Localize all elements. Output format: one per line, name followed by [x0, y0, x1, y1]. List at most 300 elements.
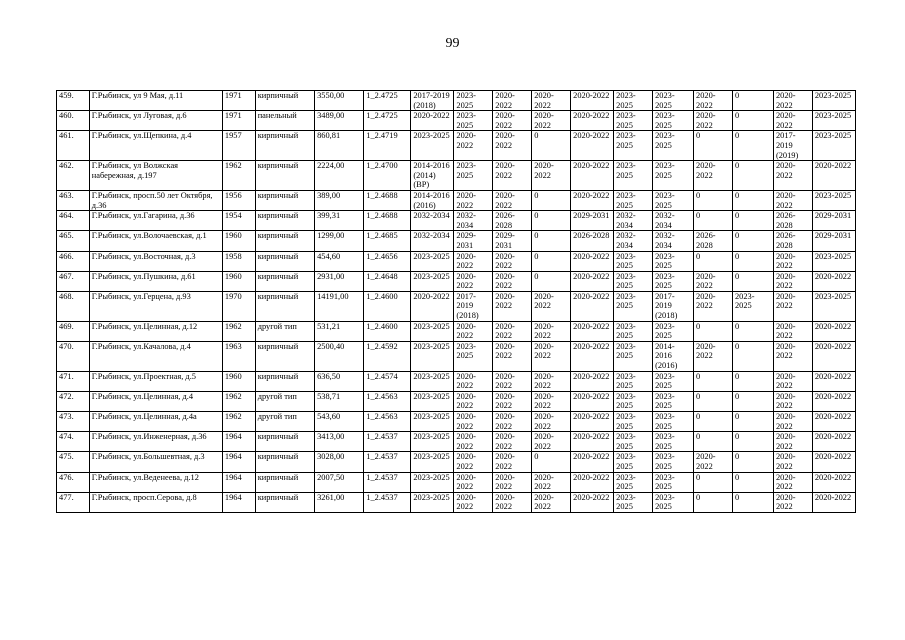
cell-period-6: 2023-2025 [614, 190, 653, 210]
cell-period-2: 2029-2031 [454, 231, 493, 251]
cell-period-7: 2023-2025 [653, 251, 694, 271]
cell-period-4: 0 [532, 190, 571, 210]
cell-period-4: 2020-2022 [532, 432, 571, 452]
cell-address: Г.Рыбинск, ул.Целинная, д.4 [89, 391, 222, 411]
cell-wall-material: другой тип [255, 321, 314, 341]
cell-period-7: 2023-2025 [653, 452, 694, 472]
cell-address: Г.Рыбинск, ул.Качалова, д.4 [89, 341, 222, 371]
cell-period-8: 2020-2022 [694, 291, 733, 321]
cell-period-9: 0 [732, 131, 773, 161]
cell-period-8: 2020-2022 [694, 452, 733, 472]
cell-period-4: 2020-2022 [532, 341, 571, 371]
cell-period-11: 2023-2025 [812, 251, 855, 271]
cell-period-9: 0 [732, 251, 773, 271]
table-row [57, 412, 856, 432]
cell-period-9: 0 [732, 91, 773, 111]
cell-period-2: 2023-2025 [454, 91, 493, 111]
cell-period-4: 2020-2022 [532, 472, 571, 492]
cell-period-11: 2020-2022 [812, 492, 855, 512]
cell-row-number: 477. [57, 492, 90, 512]
cell-code: 1_2.4719 [364, 131, 411, 161]
cell-area: 860,81 [315, 131, 364, 161]
cell-code: 1_2.4537 [364, 452, 411, 472]
cell-period-2: 2020-2022 [454, 412, 493, 432]
cell-area: 3413,00 [315, 432, 364, 452]
table-row [57, 391, 856, 411]
cell-period-6: 2023-2025 [614, 341, 653, 371]
cell-period-11: 2020-2022 [812, 161, 855, 191]
cell-period-2: 2020-2022 [454, 271, 493, 291]
cell-code: 1_2.4648 [364, 271, 411, 291]
cell-period-1: 2020-2022 [411, 291, 454, 321]
cell-period-11: 2020-2022 [812, 271, 855, 291]
cell-period-9: 0 [732, 211, 773, 231]
cell-period-5: 2020-2022 [571, 412, 614, 432]
cell-period-9: 0 [732, 341, 773, 371]
cell-period-1: 2023-2025 [411, 492, 454, 512]
cell-code: 1_2.4688 [364, 211, 411, 231]
cell-period-4: 2020-2022 [532, 492, 571, 512]
cell-period-3: 2020-2022 [493, 472, 532, 492]
cell-period-11: 2029-2031 [812, 231, 855, 251]
cell-wall-material: кирпичный [255, 91, 314, 111]
cell-period-2: 2020-2022 [454, 452, 493, 472]
cell-period-7: 2023-2025 [653, 91, 694, 111]
table-row [57, 321, 856, 341]
cell-period-6: 2032-2034 [614, 211, 653, 231]
cell-period-5: 2020-2022 [571, 271, 614, 291]
cell-period-8: 0 [694, 211, 733, 231]
cell-period-1: 2023-2025 [411, 371, 454, 391]
cell-build-year: 1960 [222, 231, 255, 251]
table-row [57, 291, 856, 321]
cell-period-9: 0 [732, 412, 773, 432]
cell-period-5: 2020-2022 [571, 341, 614, 371]
cell-period-7: 2017-2019 (2018) [653, 291, 694, 321]
cell-period-2: 2023-2025 [454, 341, 493, 371]
cell-area: 14191,00 [315, 291, 364, 321]
cell-period-10: 2020-2022 [773, 91, 812, 111]
cell-period-4: 0 [532, 211, 571, 231]
cell-period-8: 2020-2022 [694, 161, 733, 191]
page-number: 99 [445, 36, 460, 51]
cell-period-9: 0 [732, 472, 773, 492]
cell-build-year: 1964 [222, 432, 255, 452]
cell-build-year: 1958 [222, 251, 255, 271]
cell-period-9: 0 [732, 190, 773, 210]
table-row [57, 371, 856, 391]
cell-address: Г.Рыбинск, ул.Большевтная, д.3 [89, 452, 222, 472]
cell-period-1: 2023-2025 [411, 432, 454, 452]
cell-period-8: 0 [694, 472, 733, 492]
cell-wall-material: другой тип [255, 412, 314, 432]
cell-period-7: 2023-2025 [653, 472, 694, 492]
cell-period-4: 2020-2022 [532, 321, 571, 341]
cell-period-6: 2023-2025 [614, 91, 653, 111]
cell-period-7: 2023-2025 [653, 412, 694, 432]
cell-period-4: 0 [532, 131, 571, 161]
cell-code: 1_2.4725 [364, 91, 411, 111]
cell-period-2: 2020-2022 [454, 131, 493, 161]
cell-area: 538,71 [315, 391, 364, 411]
cell-period-5: 2020-2022 [571, 131, 614, 161]
cell-period-3: 2020-2022 [493, 341, 532, 371]
cell-build-year: 1963 [222, 341, 255, 371]
cell-period-8: 2020-2022 [694, 341, 733, 371]
cell-period-6: 2023-2025 [614, 251, 653, 271]
cell-period-4: 2020-2022 [532, 161, 571, 191]
cell-period-6: 2023-2025 [614, 391, 653, 411]
cell-address: Г.Рыбинск, просп.Серова, д.8 [89, 492, 222, 512]
cell-code: 1_2.4537 [364, 472, 411, 492]
cell-period-7: 2023-2025 [653, 131, 694, 161]
cell-row-number: 472. [57, 391, 90, 411]
cell-period-2: 2020-2022 [454, 472, 493, 492]
cell-row-number: 465. [57, 231, 90, 251]
cell-period-3: 2020-2022 [493, 91, 532, 111]
cell-period-11: 2023-2025 [812, 91, 855, 111]
cell-wall-material: кирпичный [255, 161, 314, 191]
cell-period-11: 2023-2025 [812, 190, 855, 210]
table-row [57, 341, 856, 371]
cell-period-11: 2029-2031 [812, 211, 855, 231]
cell-period-8: 0 [694, 371, 733, 391]
cell-period-4: 2020-2022 [532, 111, 571, 131]
cell-period-9: 0 [732, 321, 773, 341]
cell-period-5: 2020-2022 [571, 91, 614, 111]
cell-code: 1_2.4685 [364, 231, 411, 251]
cell-build-year: 1971 [222, 111, 255, 131]
cell-area: 1299,00 [315, 231, 364, 251]
cell-period-8: 2020-2022 [694, 91, 733, 111]
table-row [57, 432, 856, 452]
cell-period-9: 0 [732, 111, 773, 131]
cell-period-8: 0 [694, 492, 733, 512]
cell-area: 543,60 [315, 412, 364, 432]
cell-row-number: 469. [57, 321, 90, 341]
cell-period-11: 2020-2022 [812, 432, 855, 452]
cell-period-1: 2014-2016 (2014) (ВР) [411, 161, 454, 191]
cell-build-year: 1962 [222, 161, 255, 191]
cell-period-9: 0 [732, 271, 773, 291]
cell-address: Г.Рыбинск, просп.50 лет Октября, д.36 [89, 190, 222, 210]
cell-period-9: 0 [732, 492, 773, 512]
cell-wall-material: кирпичный [255, 341, 314, 371]
cell-wall-material: кирпичный [255, 190, 314, 210]
cell-row-number: 461. [57, 131, 90, 161]
cell-period-8: 2020-2022 [694, 111, 733, 131]
cell-period-6: 2023-2025 [614, 412, 653, 432]
cell-period-5: 2026-2028 [571, 231, 614, 251]
cell-period-1: 2032-2034 [411, 231, 454, 251]
cell-period-5: 2020-2022 [571, 472, 614, 492]
cell-period-1: 2020-2022 [411, 111, 454, 131]
cell-period-9: 0 [732, 452, 773, 472]
cell-period-8: 0 [694, 412, 733, 432]
table-row [57, 211, 856, 231]
cell-period-9: 0 [732, 432, 773, 452]
cell-area: 2007,50 [315, 472, 364, 492]
cell-build-year: 1964 [222, 452, 255, 472]
cell-period-2: 2020-2022 [454, 391, 493, 411]
cell-period-3: 2020-2022 [493, 251, 532, 271]
cell-address: Г.Рыбинск, ул.Гагарина, д.36 [89, 211, 222, 231]
cell-period-5: 2020-2022 [571, 190, 614, 210]
cell-period-1: 2023-2025 [411, 251, 454, 271]
cell-build-year: 1962 [222, 391, 255, 411]
cell-period-2: 2020-2022 [454, 321, 493, 341]
cell-period-9: 2023-2025 [732, 291, 773, 321]
cell-wall-material: кирпичный [255, 371, 314, 391]
cell-period-10: 2020-2022 [773, 391, 812, 411]
cell-period-1: 2014-2016 (2016) [411, 190, 454, 210]
cell-period-7: 2023-2025 [653, 271, 694, 291]
cell-period-6: 2023-2025 [614, 161, 653, 191]
cell-code: 1_2.4592 [364, 341, 411, 371]
cell-wall-material: кирпичный [255, 271, 314, 291]
cell-area: 531,21 [315, 321, 364, 341]
cell-period-5: 2020-2022 [571, 492, 614, 512]
table-row [57, 251, 856, 271]
cell-period-3: 2026-2028 [493, 211, 532, 231]
cell-period-7: 2023-2025 [653, 111, 694, 131]
cell-period-9: 0 [732, 161, 773, 191]
cell-area: 389,00 [315, 190, 364, 210]
cell-row-number: 468. [57, 291, 90, 321]
cell-period-10: 2026-2028 [773, 211, 812, 231]
cell-period-3: 2020-2022 [493, 391, 532, 411]
cell-code: 1_2.4700 [364, 161, 411, 191]
cell-period-11: 2020-2022 [812, 472, 855, 492]
cell-period-10: 2020-2022 [773, 291, 812, 321]
cell-period-2: 2020-2022 [454, 251, 493, 271]
cell-period-4: 0 [532, 271, 571, 291]
cell-period-2: 2032-2034 [454, 211, 493, 231]
cell-build-year: 1970 [222, 291, 255, 321]
cell-period-3: 2020-2022 [493, 190, 532, 210]
cell-address: Г.Рыбинск, ул Луговая, д.6 [89, 111, 222, 131]
cell-period-10: 2020-2022 [773, 432, 812, 452]
cell-period-11: 2020-2022 [812, 341, 855, 371]
cell-period-2: 2017-2019 (2018) [454, 291, 493, 321]
cell-period-10: 2020-2022 [773, 452, 812, 472]
cell-build-year: 1962 [222, 412, 255, 432]
cell-row-number: 474. [57, 432, 90, 452]
table-row [57, 91, 856, 111]
cell-period-5: 2020-2022 [571, 371, 614, 391]
cell-address: Г.Рыбинск, ул 9 Мая, д.11 [89, 91, 222, 111]
cell-wall-material: панельный [255, 111, 314, 131]
cell-row-number: 473. [57, 412, 90, 432]
cell-period-4: 0 [532, 231, 571, 251]
cell-period-8: 2020-2022 [694, 271, 733, 291]
cell-code: 1_2.4656 [364, 251, 411, 271]
cell-period-8: 2026-2028 [694, 231, 733, 251]
cell-row-number: 459. [57, 91, 90, 111]
cell-period-7: 2032-2034 [653, 231, 694, 251]
cell-period-10: 2020-2022 [773, 492, 812, 512]
cell-period-7: 2023-2025 [653, 371, 694, 391]
cell-period-7: 2023-2025 [653, 492, 694, 512]
cell-period-4: 2020-2022 [532, 412, 571, 432]
cell-wall-material: кирпичный [255, 211, 314, 231]
cell-area: 3261,00 [315, 492, 364, 512]
cell-period-7: 2023-2025 [653, 190, 694, 210]
cell-period-1: 2032-2034 [411, 211, 454, 231]
cell-row-number: 475. [57, 452, 90, 472]
cell-code: 1_2.4537 [364, 432, 411, 452]
cell-address: Г.Рыбинск, ул.Пушкина, д.61 [89, 271, 222, 291]
cell-period-8: 0 [694, 131, 733, 161]
cell-area: 3489,00 [315, 111, 364, 131]
cell-period-2: 2020-2022 [454, 371, 493, 391]
cell-period-10: 2020-2022 [773, 341, 812, 371]
cell-address: Г.Рыбинск, ул.Целинная, д.12 [89, 321, 222, 341]
cell-period-1: 2017-2019 (2018) [411, 91, 454, 111]
cell-period-8: 0 [694, 432, 733, 452]
cell-period-7: 2032-2034 [653, 211, 694, 231]
cell-area: 399,31 [315, 211, 364, 231]
cell-address: Г.Рыбинск, ул.Герцена, д.93 [89, 291, 222, 321]
cell-period-3: 2020-2022 [493, 432, 532, 452]
cell-address: Г.Рыбинск, ул Волжская набережная, д.197 [89, 161, 222, 191]
cell-build-year: 1960 [222, 271, 255, 291]
cell-period-11: 2020-2022 [812, 391, 855, 411]
cell-period-11: 2020-2022 [812, 321, 855, 341]
cell-code: 1_2.4537 [364, 492, 411, 512]
cell-period-6: 2023-2025 [614, 371, 653, 391]
cell-period-3: 2020-2022 [493, 131, 532, 161]
cell-address: Г.Рыбинск, ул.Щепкина, д.4 [89, 131, 222, 161]
cell-period-3: 2020-2022 [493, 161, 532, 191]
cell-period-11: 2023-2025 [812, 111, 855, 131]
table-row [57, 472, 856, 492]
cell-period-10: 2020-2022 [773, 271, 812, 291]
cell-wall-material: кирпичный [255, 231, 314, 251]
cell-period-11: 2020-2022 [812, 452, 855, 472]
cell-period-1: 2023-2025 [411, 131, 454, 161]
cell-period-4: 0 [532, 251, 571, 271]
cell-wall-material: кирпичный [255, 492, 314, 512]
cell-period-6: 2023-2025 [614, 131, 653, 161]
cell-period-8: 0 [694, 251, 733, 271]
cell-area: 3550,00 [315, 91, 364, 111]
cell-period-11: 2020-2022 [812, 412, 855, 432]
cell-period-4: 2020-2022 [532, 371, 571, 391]
cell-period-3: 2020-2022 [493, 321, 532, 341]
cell-period-8: 0 [694, 321, 733, 341]
cell-address: Г.Рыбинск, ул.Целинная, д.4а [89, 412, 222, 432]
cell-period-1: 2023-2025 [411, 452, 454, 472]
cell-period-3: 2029-2031 [493, 231, 532, 251]
cell-period-10: 2020-2022 [773, 251, 812, 271]
cell-period-9: 0 [732, 231, 773, 251]
cell-wall-material: кирпичный [255, 291, 314, 321]
cell-period-6: 2023-2025 [614, 271, 653, 291]
cell-wall-material: кирпичный [255, 131, 314, 161]
cell-period-5: 2020-2022 [571, 251, 614, 271]
cell-period-6: 2023-2025 [614, 492, 653, 512]
table-row [57, 452, 856, 472]
cell-period-7: 2023-2025 [653, 321, 694, 341]
cell-period-6: 2023-2025 [614, 452, 653, 472]
cell-row-number: 470. [57, 341, 90, 371]
table-row [57, 271, 856, 291]
cell-period-10: 2020-2022 [773, 321, 812, 341]
cell-period-9: 0 [732, 391, 773, 411]
cell-row-number: 462. [57, 161, 90, 191]
cell-period-4: 2020-2022 [532, 291, 571, 321]
cell-period-4: 2020-2022 [532, 391, 571, 411]
cell-period-5: 2020-2022 [571, 161, 614, 191]
cell-period-5: 2020-2022 [571, 291, 614, 321]
cell-area: 2931,00 [315, 271, 364, 291]
cell-row-number: 467. [57, 271, 90, 291]
cell-period-10: 2026-2028 [773, 231, 812, 251]
cell-period-3: 2020-2022 [493, 371, 532, 391]
cell-period-5: 2020-2022 [571, 391, 614, 411]
cell-period-6: 2023-2025 [614, 291, 653, 321]
cell-row-number: 463. [57, 190, 90, 210]
cell-period-9: 0 [732, 371, 773, 391]
cell-period-10: 2017-2019 (2019) [773, 131, 812, 161]
cell-period-1: 2023-2025 [411, 321, 454, 341]
cell-area: 3028,00 [315, 452, 364, 472]
cell-period-6: 2023-2025 [614, 432, 653, 452]
cell-period-2: 2020-2022 [454, 190, 493, 210]
table-row [57, 231, 856, 251]
cell-period-10: 2020-2022 [773, 371, 812, 391]
cell-wall-material: кирпичный [255, 452, 314, 472]
cell-row-number: 464. [57, 211, 90, 231]
cell-address: Г.Рыбинск, ул.Волочаевская, д.1 [89, 231, 222, 251]
cell-period-3: 2020-2022 [493, 452, 532, 472]
cell-code: 1_2.4563 [364, 412, 411, 432]
cell-period-1: 2023-2025 [411, 341, 454, 371]
table-row [57, 161, 856, 191]
cell-build-year: 1971 [222, 91, 255, 111]
cell-area: 454,60 [315, 251, 364, 271]
cell-code: 1_2.4725 [364, 111, 411, 131]
cell-row-number: 460. [57, 111, 90, 131]
cell-period-7: 2023-2025 [653, 161, 694, 191]
cell-code: 1_2.4600 [364, 321, 411, 341]
cell-build-year: 1956 [222, 190, 255, 210]
cell-period-6: 2023-2025 [614, 321, 653, 341]
cell-build-year: 1964 [222, 492, 255, 512]
table-body [57, 91, 856, 513]
cell-code: 1_2.4563 [364, 391, 411, 411]
cell-period-3: 2020-2022 [493, 111, 532, 131]
cell-area: 2224,00 [315, 161, 364, 191]
cell-period-2: 2023-2025 [454, 111, 493, 131]
cell-code: 1_2.4688 [364, 190, 411, 210]
table-row [57, 190, 856, 210]
cell-period-5: 2020-2022 [571, 432, 614, 452]
cell-period-11: 2023-2025 [812, 131, 855, 161]
cell-wall-material: кирпичный [255, 251, 314, 271]
cell-period-7: 2023-2025 [653, 432, 694, 452]
cell-address: Г.Рыбинск, ул.Восточная, д.3 [89, 251, 222, 271]
cell-period-7: 2023-2025 [653, 391, 694, 411]
table-row [57, 492, 856, 512]
cell-period-6: 2032-2034 [614, 231, 653, 251]
cell-period-1: 2023-2025 [411, 472, 454, 492]
cell-period-2: 2023-2025 [454, 161, 493, 191]
cell-period-8: 0 [694, 391, 733, 411]
cell-period-1: 2023-2025 [411, 391, 454, 411]
cell-wall-material: другой тип [255, 391, 314, 411]
